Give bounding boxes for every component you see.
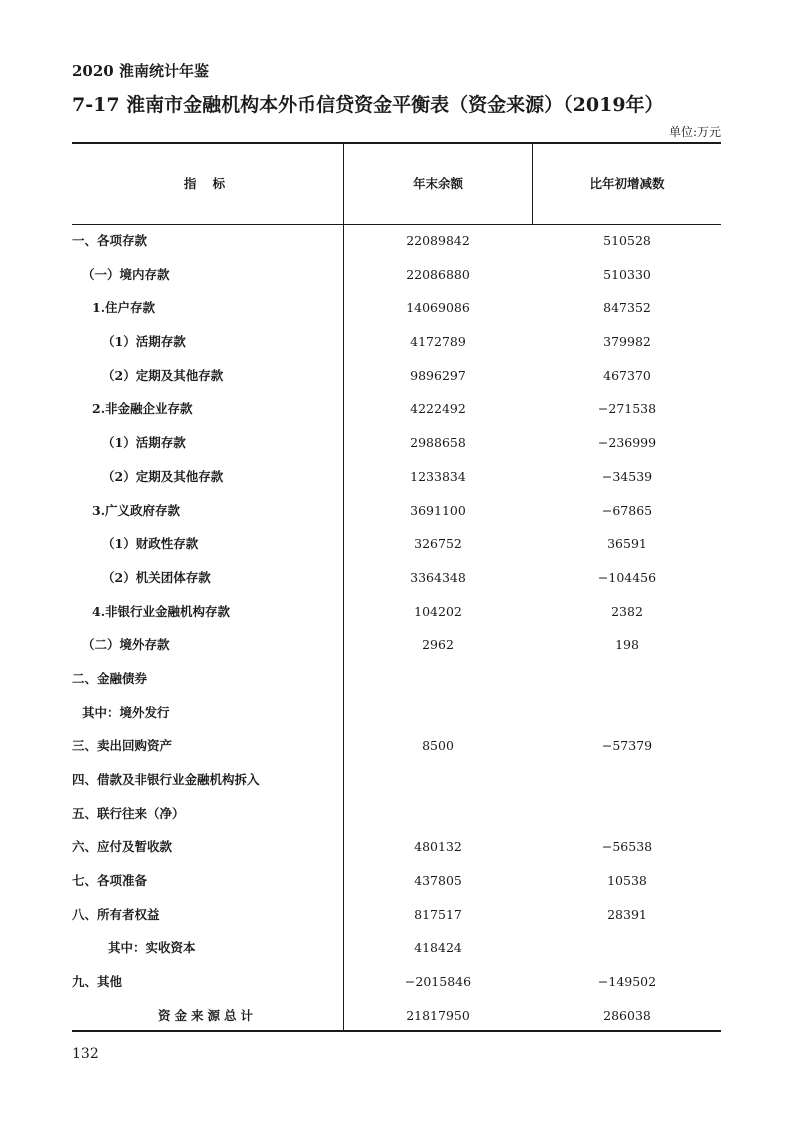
row-change: 847352: [603, 300, 651, 316]
row-change: −271538: [597, 401, 657, 417]
unit-label: 单位:万元: [668, 125, 721, 139]
row-year-end-balance: 9896297: [410, 367, 466, 383]
row-year-end-balance: 3691100: [410, 502, 466, 518]
table-row: [72, 291, 721, 325]
row-year-end-balance: 418424: [414, 940, 462, 956]
row-change: −236999: [597, 435, 657, 451]
row-year-end-balance: 21817950: [406, 1007, 470, 1023]
row-change: 467370: [603, 367, 651, 383]
row-change: −56538: [601, 839, 653, 855]
row-indicator: （二）境外存款: [82, 637, 170, 653]
row-change: −104456: [597, 569, 657, 585]
table-body: [72, 224, 721, 1033]
row-change: 10538: [607, 873, 647, 889]
table-row: [72, 460, 721, 494]
row-indicator: 五、联行往来（净）: [72, 805, 185, 821]
table-row: [72, 494, 721, 528]
row-indicator: 三、卖出回购资产: [72, 738, 173, 754]
row-year-end-balance: 817517: [414, 906, 462, 922]
row-indicator: 3.广义政府存款: [92, 502, 181, 518]
row-indicator: （2）定期及其他存款: [102, 468, 224, 484]
row-indicator: 4.非银行业金融机构存款: [92, 603, 231, 619]
row-change: 510528: [603, 233, 651, 248]
row-indicator: （1）财政性存款: [102, 536, 199, 552]
table-row: [72, 931, 721, 965]
row-year-end-balance: 22089842: [406, 233, 470, 248]
row-year-end-balance: 2988658: [410, 435, 466, 451]
row-indicator: 八、所有者权益: [72, 906, 160, 922]
column-header-indicator: 指 标: [183, 176, 232, 191]
row-change: 510330: [603, 266, 651, 282]
row-year-end-balance: 14069086: [406, 300, 470, 316]
table-total-row: [72, 999, 721, 1033]
table-row: [72, 359, 721, 393]
row-year-end-balance: −2015846: [404, 974, 472, 990]
row-year-end-balance: 104202: [414, 603, 462, 619]
row-indicator: 一、各项存款: [72, 233, 148, 248]
table-row: [72, 965, 721, 999]
row-indicator: 七、各项准备: [72, 873, 148, 889]
row-year-end-balance: 326752: [414, 536, 462, 552]
row-year-end-balance: 437805: [414, 873, 462, 889]
row-indicator: 九、其他: [72, 974, 123, 990]
row-change: 2382: [611, 603, 643, 619]
row-change: 28391: [607, 906, 647, 922]
row-indicator: 四、借款及非银行业金融机构拆入: [72, 772, 260, 787]
row-year-end-balance: 3364348: [410, 569, 466, 585]
table-row: [72, 763, 721, 797]
table-row: [72, 527, 721, 561]
row-change: −149502: [597, 974, 657, 990]
book-title: 2020 淮南统计年鉴: [72, 62, 209, 80]
table-row: [72, 797, 721, 831]
table-row: [72, 696, 721, 730]
row-year-end-balance: 2962: [422, 637, 454, 653]
row-indicator: （1）活期存款: [102, 334, 186, 350]
table-row: [72, 392, 721, 426]
row-indicator: 二、金融债券: [72, 670, 148, 686]
table-row: [72, 864, 721, 898]
row-change: −57379: [601, 738, 653, 754]
table-row: [72, 325, 721, 359]
table-row: [72, 729, 721, 763]
table-row: [72, 426, 721, 460]
row-change: −34539: [601, 468, 653, 484]
row-indicator: 六、应付及暂收款: [72, 839, 173, 855]
row-change: 379982: [603, 334, 651, 350]
row-year-end-balance: 1233834: [410, 468, 466, 484]
row-change: 286038: [603, 1007, 651, 1023]
table-row: [72, 628, 721, 662]
row-year-end-balance: 4222492: [410, 401, 466, 417]
column-header-year-end-balance: 年末余额: [412, 176, 463, 191]
table-row: [72, 258, 721, 292]
row-year-end-balance: 480132: [414, 839, 462, 855]
row-indicator: 其中：实收资本: [108, 940, 196, 956]
row-indicator: 2.非金融企业存款: [92, 401, 193, 417]
row-indicator: （一）境内存款: [82, 266, 170, 282]
row-indicator: 1.住户存款: [92, 300, 156, 316]
table-row: [72, 595, 721, 629]
column-header-change: 比年初增减数: [589, 176, 665, 191]
row-indicator: （2）机关团体存款: [102, 569, 211, 585]
table-row: [72, 662, 721, 696]
row-change: −67865: [601, 502, 653, 518]
row-year-end-balance: 4172789: [410, 334, 466, 350]
page-number: 132: [72, 1046, 99, 1062]
row-indicator: （2）定期及其他存款: [102, 367, 224, 383]
table-row: [72, 898, 721, 932]
row-indicator: 资金来源总计: [157, 1007, 257, 1023]
row-change: 36591: [607, 536, 647, 552]
row-change: 198: [615, 637, 639, 653]
row-indicator: （1）活期存款: [102, 435, 186, 451]
table-row: [72, 830, 721, 864]
table-row: [72, 561, 721, 595]
table-title: 7-17 淮南市金融机构本外币信贷资金平衡表（资金来源）（2019年）: [72, 94, 664, 116]
table-row: [72, 224, 721, 258]
row-year-end-balance: 22086880: [406, 266, 470, 282]
row-indicator: 其中：境外发行: [82, 704, 170, 720]
row-year-end-balance: 8500: [422, 738, 454, 754]
